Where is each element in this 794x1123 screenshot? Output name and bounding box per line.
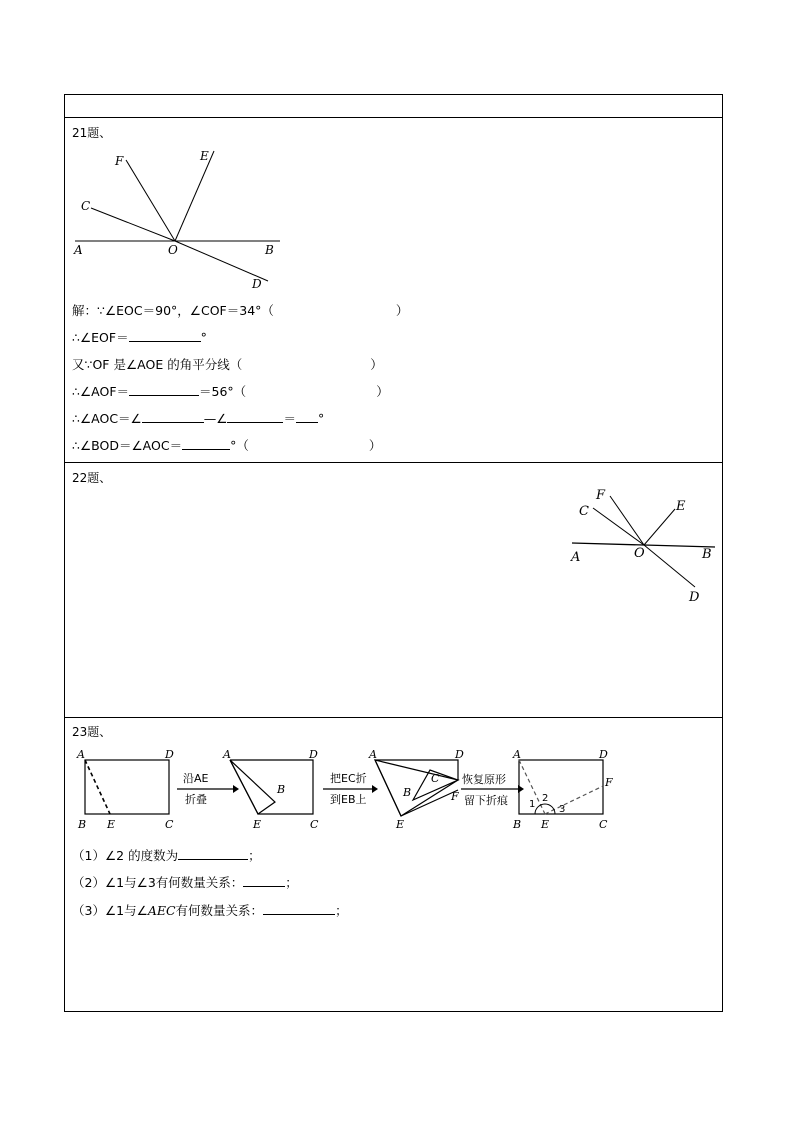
arrow-1-top-label: 沿AE bbox=[183, 772, 209, 785]
q21-point-c: C bbox=[81, 199, 91, 213]
question-21 bbox=[65, 117, 722, 462]
p4-angle-2: 2 bbox=[542, 793, 549, 804]
p3-point-f: F bbox=[451, 790, 459, 803]
arrow-3-top-label: 恢复原形 bbox=[462, 773, 506, 786]
q21-point-e: E bbox=[200, 149, 209, 163]
worksheet-table bbox=[64, 94, 723, 1012]
q21-blank-bod[interactable] bbox=[182, 437, 230, 450]
q22-point-c: C bbox=[579, 504, 589, 519]
q21-point-f: F bbox=[115, 154, 124, 168]
q23-blank-relation-1-aec[interactable] bbox=[263, 902, 335, 915]
q22-point-b: B bbox=[702, 547, 712, 562]
p3-point-b: B bbox=[403, 786, 412, 799]
p1-point-d: D bbox=[165, 748, 174, 761]
p4-angle-1: 1 bbox=[529, 799, 536, 810]
p4-point-f: F bbox=[605, 776, 613, 789]
p2-point-c: C bbox=[310, 818, 319, 831]
q23-sub-3: （3）∠1与∠AEC有何数量关系： ； bbox=[72, 903, 348, 918]
q23-sub-2: （2）∠1与∠3有何数量关系： ； bbox=[72, 875, 298, 890]
q21-step-6: ∴∠BOD＝∠AOC＝ °（ ） bbox=[72, 438, 382, 453]
q21-blank-aoc-value[interactable] bbox=[296, 410, 318, 423]
p1-point-a: A bbox=[77, 748, 85, 761]
question-22-label: 22题、 bbox=[72, 471, 112, 485]
p1-point-c: C bbox=[165, 818, 174, 831]
p2-point-d: D bbox=[309, 748, 318, 761]
p4-point-a: A bbox=[513, 748, 521, 761]
q21-angle-figure bbox=[71, 148, 291, 298]
arrow-2-top-label: 把EC折 bbox=[330, 772, 367, 785]
p2-point-b: B bbox=[277, 783, 286, 796]
q21-blank-angle-2[interactable] bbox=[227, 410, 283, 423]
p4-point-e: E bbox=[541, 818, 550, 831]
q21-blank-eof[interactable] bbox=[129, 329, 201, 342]
q21-step-5: ∴∠AOC＝∠ —∠ ＝ ° bbox=[72, 411, 325, 426]
p1-point-b: B bbox=[78, 818, 87, 831]
q23-folding-figure bbox=[73, 744, 633, 839]
q23-blank-relation-1-3[interactable] bbox=[243, 874, 285, 887]
question-21-label: 21题、 bbox=[72, 126, 112, 140]
q22-point-e: E bbox=[676, 499, 686, 514]
q21-point-b: B bbox=[265, 243, 274, 257]
q21-blank-aof[interactable] bbox=[129, 383, 199, 396]
q22-point-f: F bbox=[596, 488, 606, 503]
arrow-1-bottom-label: 折叠 bbox=[185, 793, 207, 806]
p4-point-c: C bbox=[599, 818, 608, 831]
p2-point-a: A bbox=[223, 748, 231, 761]
p3-point-c: C bbox=[431, 772, 440, 785]
q21-step-3: 又∵OF 是∠AOE 的角平分线（ ） bbox=[72, 357, 383, 372]
question-22 bbox=[65, 462, 722, 717]
q21-point-a: A bbox=[74, 243, 83, 257]
question-23-label: 23题、 bbox=[72, 725, 112, 739]
header-row bbox=[65, 95, 722, 117]
q21-point-d: D bbox=[252, 277, 262, 291]
q21-point-o: O bbox=[168, 243, 178, 257]
p1-point-e: E bbox=[107, 818, 116, 831]
q21-step-1: 解：∵∠EOC＝90°，∠COF＝34°（ ） bbox=[72, 303, 409, 318]
q22-point-o: O bbox=[634, 546, 645, 561]
q23-sub-1: （1）∠2 的度数为 ； bbox=[72, 848, 261, 863]
question-23 bbox=[65, 717, 722, 1013]
q22-angle-figure bbox=[565, 487, 725, 607]
p4-point-d: D bbox=[599, 748, 608, 761]
p3-point-d: D bbox=[455, 748, 464, 761]
q22-point-a: A bbox=[571, 550, 581, 565]
q21-step-4: ∴∠AOF＝ ＝56°（ ） bbox=[72, 384, 389, 399]
p2-point-e: E bbox=[253, 818, 262, 831]
p4-angle-3: 3 bbox=[559, 804, 566, 815]
arrow-3-bottom-label: 留下折痕 bbox=[464, 794, 508, 807]
q22-point-d: D bbox=[689, 590, 700, 605]
q23-blank-angle-2[interactable] bbox=[178, 847, 248, 860]
arrow-2-bottom-label: 到EB上 bbox=[330, 793, 367, 806]
p3-point-e: E bbox=[396, 818, 405, 831]
q21-blank-angle-1[interactable] bbox=[142, 410, 204, 423]
p3-point-a: A bbox=[369, 748, 377, 761]
q21-step-2: ∴∠EOF＝ ° bbox=[72, 330, 207, 345]
p4-point-b: B bbox=[513, 818, 522, 831]
